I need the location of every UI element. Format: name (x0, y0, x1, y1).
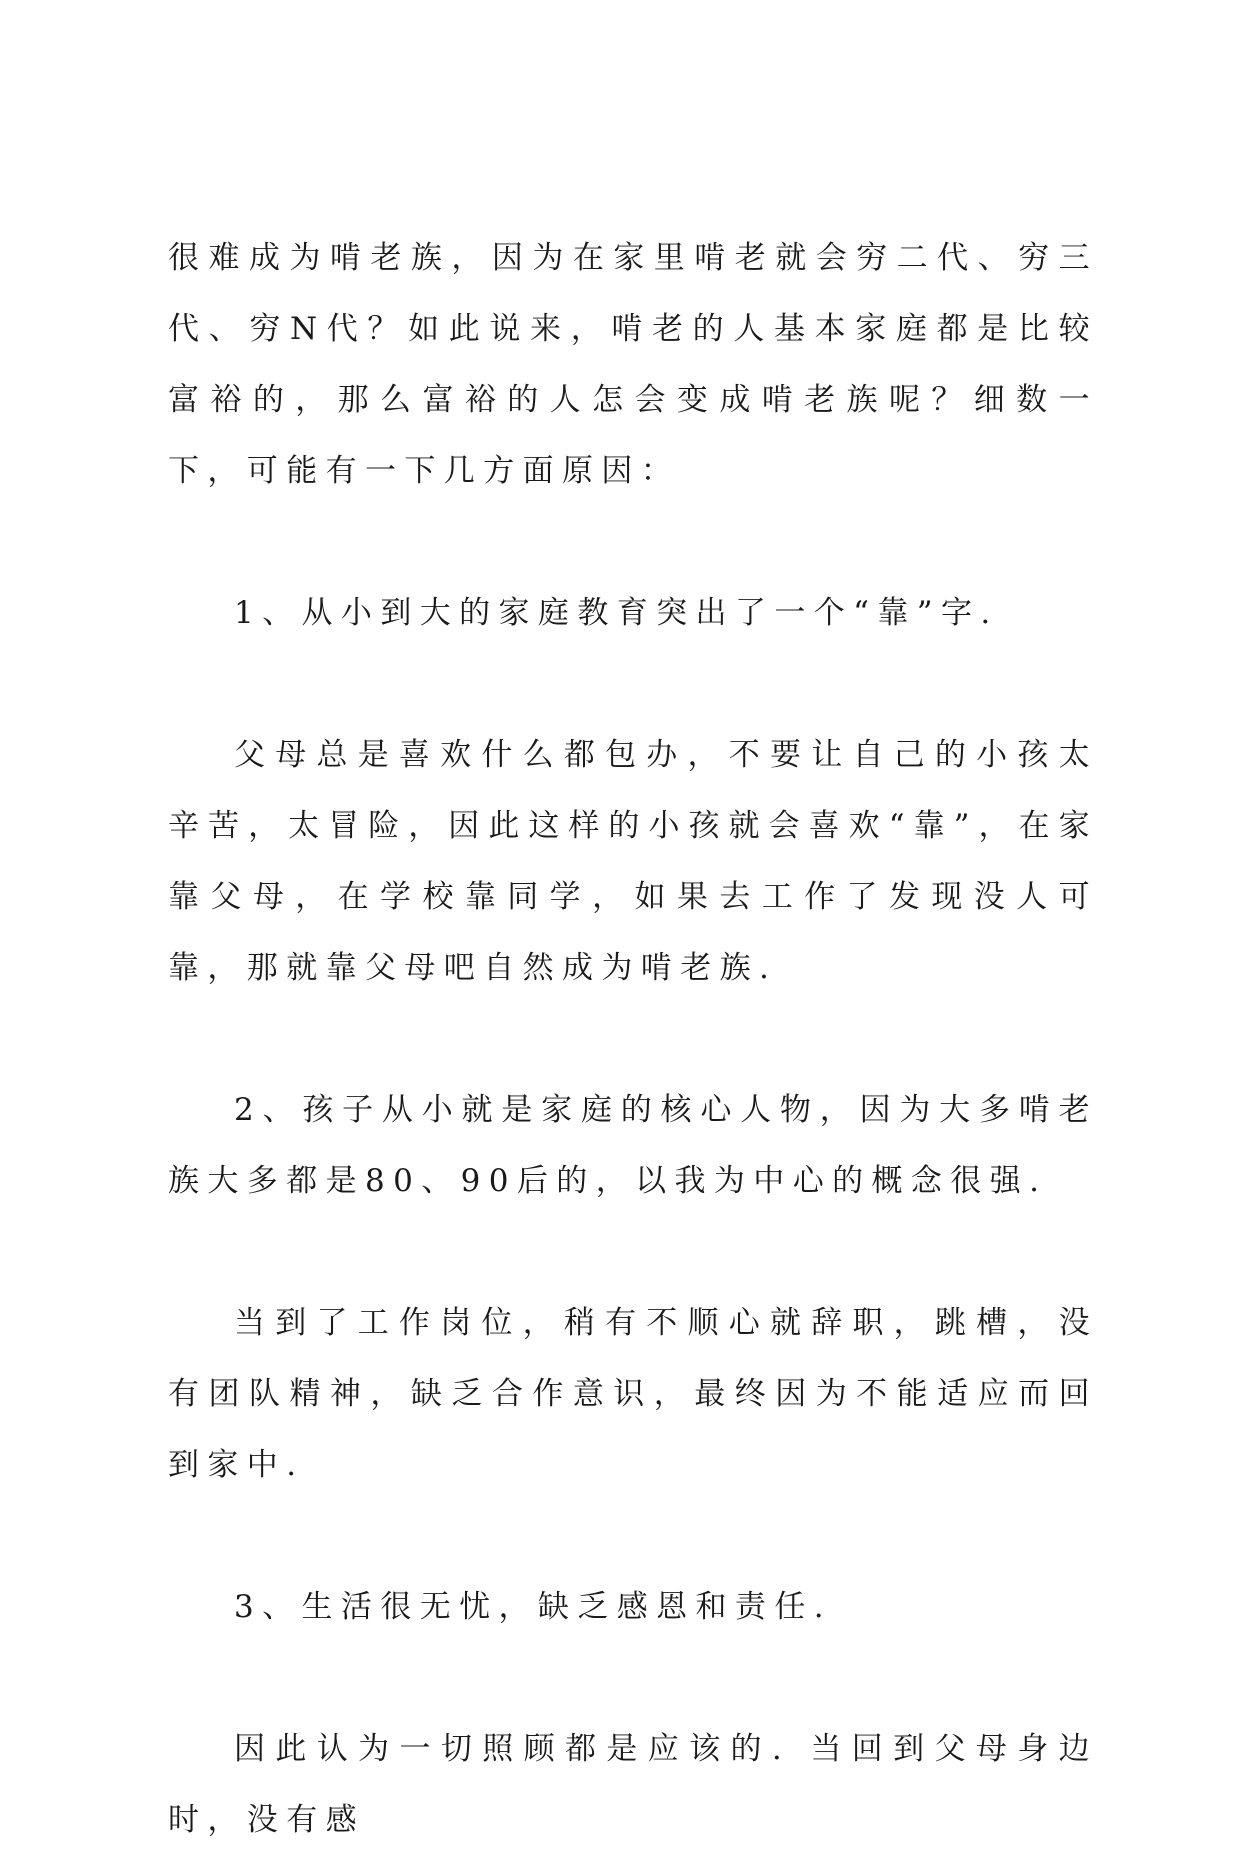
paragraph-point1-body: 父母总是喜欢什么都包办，不要让自己的小孩太辛苦，太冒险，因此这样的小孩就会喜欢“靠”，在家靠父母，在学校靠同学，如果去工作了发现没人可靠，那就靠父母吧自然成为啃老族. (168, 737, 1098, 986)
paragraph-gap (168, 649, 1098, 720)
paragraph-point2-body: 当到了工作岗位，稍有不顺心就辞职，跳槽，没有团队精神，缺乏合作意识，最终因为不能适应而回到家中. (168, 1305, 1098, 1483)
paragraph-point3-body: 因此认为一切照顾都是应该的. 当回到父母身边时，没有感 (168, 1731, 1098, 1838)
document-page (168, 223, 1098, 1856)
paragraph-gap (168, 1643, 1098, 1714)
paragraph-point3-heading: 3、生活很无忧，缺乏感恩和责任. (234, 1589, 832, 1625)
paragraph-intro: 很难成为啃老族，因为在家里啃老就会穷二代、穷三代、穷N代？如此说来，啃老的人基本家庭都是比较富裕的，那么富裕的人怎会变成啃老族呢？细数一下，可能有一下几方面原因： (168, 240, 1098, 489)
paragraph-point1-heading: 1、从小到大的家庭教育突出了一个“靠”字. (234, 595, 999, 631)
paragraph-gap (168, 507, 1098, 578)
paragraph-gap (168, 1004, 1098, 1075)
paragraph-gap (168, 1217, 1098, 1288)
paragraph-point2-heading: 2、孩子从小就是家庭的核心人物，因为大多啃老族大多都是80、90后的，以我为中心的概念很强. (168, 1092, 1098, 1199)
paragraph-gap (168, 1501, 1098, 1572)
